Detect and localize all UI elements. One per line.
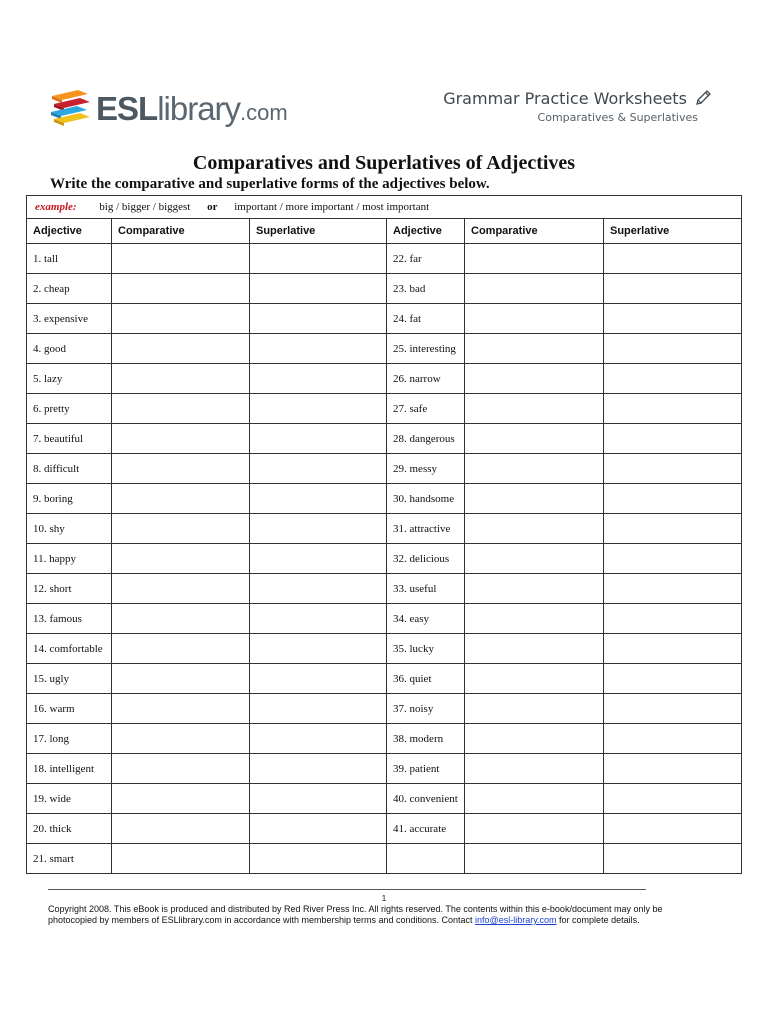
superlative-answer-cell[interactable] bbox=[250, 694, 387, 724]
instructions: Write the comparative and superlative forms of the adjectives below. bbox=[50, 176, 490, 192]
adjective-cell: 1. tall bbox=[27, 244, 112, 274]
pencil-icon bbox=[694, 89, 712, 107]
adjective-cell: 18. intelligent bbox=[27, 754, 112, 784]
worksheet-row bbox=[27, 514, 742, 544]
superlative-answer-cell[interactable] bbox=[604, 394, 742, 424]
comparative-answer-cell[interactable] bbox=[112, 694, 250, 724]
example-cell bbox=[27, 196, 742, 219]
comparative-answer-cell[interactable] bbox=[465, 394, 604, 424]
header-adjective: Adjective bbox=[387, 219, 465, 244]
adjective-cell: 27. safe bbox=[387, 394, 465, 424]
comparative-answer-cell[interactable] bbox=[465, 694, 604, 724]
brand-name-suffix: .com bbox=[240, 100, 288, 125]
superlative-answer-cell[interactable] bbox=[604, 784, 742, 814]
comparative-answer-cell[interactable] bbox=[465, 484, 604, 514]
adjective-cell: 14. comfortable bbox=[27, 634, 112, 664]
adjective-cell: 39. patient bbox=[387, 754, 465, 784]
worksheet-row bbox=[27, 844, 742, 874]
adjective-cell: 8. difficult bbox=[27, 454, 112, 484]
superlative-answer-cell[interactable] bbox=[604, 424, 742, 454]
superlative-answer-cell[interactable] bbox=[604, 274, 742, 304]
copyright-notice bbox=[48, 904, 698, 926]
header-comparative: Comparative bbox=[465, 219, 604, 244]
superlative-answer-cell[interactable] bbox=[250, 664, 387, 694]
superlative-answer-cell[interactable] bbox=[250, 634, 387, 664]
superlative-answer-cell[interactable] bbox=[250, 394, 387, 424]
comparative-answer-cell[interactable] bbox=[465, 784, 604, 814]
superlative-answer-cell[interactable] bbox=[604, 454, 742, 484]
superlative-answer-cell[interactable] bbox=[604, 844, 742, 874]
adjective-cell: 6. pretty bbox=[27, 394, 112, 424]
comparative-answer-cell[interactable] bbox=[112, 544, 250, 574]
comparative-answer-cell[interactable] bbox=[112, 244, 250, 274]
superlative-answer-cell[interactable] bbox=[250, 424, 387, 454]
comparative-answer-cell[interactable] bbox=[112, 484, 250, 514]
adjective-cell: 25. interesting bbox=[387, 334, 465, 364]
adjective-cell: 3. expensive bbox=[27, 304, 112, 334]
adjective-cell: 32. delicious bbox=[387, 544, 465, 574]
footer-divider bbox=[48, 889, 646, 890]
comparative-answer-cell[interactable] bbox=[465, 514, 604, 544]
superlative-answer-cell[interactable] bbox=[604, 244, 742, 274]
worksheet-row bbox=[27, 574, 742, 604]
adjective-cell: 10. shy bbox=[27, 514, 112, 544]
adjective-cell: 16. warm bbox=[27, 694, 112, 724]
superlative-answer-cell[interactable] bbox=[604, 334, 742, 364]
superlative-answer-cell[interactable] bbox=[604, 694, 742, 724]
worksheet-table bbox=[26, 195, 742, 874]
copyright-line-2-end: for complete details. bbox=[556, 915, 640, 925]
worksheet-row bbox=[27, 814, 742, 844]
superlative-answer-cell[interactable] bbox=[604, 304, 742, 334]
superlative-answer-cell[interactable] bbox=[604, 754, 742, 784]
esl-library-logo bbox=[48, 88, 288, 132]
adjective-cell: 7. beautiful bbox=[27, 424, 112, 454]
comparative-answer-cell[interactable] bbox=[465, 424, 604, 454]
worksheet-row bbox=[27, 694, 742, 724]
comparative-answer-cell[interactable] bbox=[465, 754, 604, 784]
copyright-line-2 bbox=[48, 915, 698, 926]
superlative-answer-cell[interactable] bbox=[250, 754, 387, 784]
worksheet-row bbox=[27, 244, 742, 274]
comparative-answer-cell[interactable] bbox=[112, 274, 250, 304]
series-subtitle: Comparatives & Superlatives bbox=[537, 111, 698, 124]
adjective-cell: 29. messy bbox=[387, 454, 465, 484]
comparative-answer-cell[interactable] bbox=[465, 304, 604, 334]
page-number: 1 bbox=[381, 894, 387, 903]
comparative-answer-cell[interactable] bbox=[112, 664, 250, 694]
superlative-answer-cell[interactable] bbox=[250, 304, 387, 334]
superlative-answer-cell[interactable] bbox=[604, 484, 742, 514]
stacked-books-icon bbox=[48, 88, 92, 132]
adjective-cell: 22. far bbox=[387, 244, 465, 274]
comparative-answer-cell[interactable] bbox=[112, 424, 250, 454]
comparative-answer-cell[interactable] bbox=[112, 604, 250, 634]
worksheet-row bbox=[27, 424, 742, 454]
adjective-cell: 40. convenient bbox=[387, 784, 465, 814]
superlative-answer-cell[interactable] bbox=[250, 784, 387, 814]
adjective-cell: 24. fat bbox=[387, 304, 465, 334]
adjective-cell: 36. quiet bbox=[387, 664, 465, 694]
comparative-answer-cell[interactable] bbox=[112, 334, 250, 364]
worksheet-row bbox=[27, 304, 742, 334]
adjective-cell: 41. accurate bbox=[387, 814, 465, 844]
superlative-answer-cell[interactable] bbox=[250, 364, 387, 394]
adjective-cell: 9. boring bbox=[27, 484, 112, 514]
comparative-answer-cell[interactable] bbox=[112, 844, 250, 874]
adjective-cell: 37. noisy bbox=[387, 694, 465, 724]
brand-name-light: library bbox=[157, 90, 241, 127]
superlative-answer-cell[interactable] bbox=[250, 724, 387, 754]
adjective-cell: 35. lucky bbox=[387, 634, 465, 664]
contact-email-link[interactable]: info@esl-library.com bbox=[475, 915, 557, 925]
adjective-cell: 19. wide bbox=[27, 784, 112, 814]
superlative-answer-cell[interactable] bbox=[604, 724, 742, 754]
copyright-line-1: Copyright 2008. This eBook is produced and distributed by Red River Press Inc. All rights reserved. The contents within this e-book/document may only be bbox=[48, 904, 663, 914]
superlative-answer-cell[interactable] bbox=[250, 454, 387, 484]
series-header bbox=[443, 89, 712, 124]
example-second: important / more important / most important bbox=[234, 201, 430, 213]
superlative-answer-cell[interactable] bbox=[604, 514, 742, 544]
adjective-cell: 28. dangerous bbox=[387, 424, 465, 454]
superlative-answer-cell[interactable] bbox=[604, 544, 742, 574]
adjective-cell: 11. happy bbox=[27, 544, 112, 574]
superlative-answer-cell[interactable] bbox=[604, 574, 742, 604]
worksheet-row bbox=[27, 724, 742, 754]
adjective-cell: 33. useful bbox=[387, 574, 465, 604]
superlative-answer-cell[interactable] bbox=[250, 604, 387, 634]
example-first: big / bigger / biggest bbox=[99, 201, 191, 213]
comparative-answer-cell[interactable] bbox=[112, 364, 250, 394]
comparative-answer-cell[interactable] bbox=[465, 814, 604, 844]
adjective-cell: 31. attractive bbox=[387, 514, 465, 544]
superlative-answer-cell[interactable] bbox=[604, 604, 742, 634]
comparative-answer-cell[interactable] bbox=[465, 664, 604, 694]
header-superlative: Superlative bbox=[250, 219, 387, 244]
comparative-answer-cell[interactable] bbox=[112, 514, 250, 544]
superlative-answer-cell[interactable] bbox=[250, 574, 387, 604]
comparative-answer-cell[interactable] bbox=[465, 574, 604, 604]
comparative-answer-cell[interactable] bbox=[465, 634, 604, 664]
example-or: or bbox=[207, 201, 218, 213]
comparative-answer-cell[interactable] bbox=[112, 754, 250, 784]
worksheet-row bbox=[27, 634, 742, 664]
comparative-answer-cell[interactable] bbox=[112, 454, 250, 484]
superlative-answer-cell[interactable] bbox=[250, 814, 387, 844]
adjective-cell bbox=[387, 844, 465, 874]
comparative-answer-cell[interactable] bbox=[465, 274, 604, 304]
superlative-answer-cell[interactable] bbox=[250, 844, 387, 874]
comparative-answer-cell[interactable] bbox=[465, 604, 604, 634]
comparative-answer-cell[interactable] bbox=[112, 634, 250, 664]
superlative-answer-cell[interactable] bbox=[604, 364, 742, 394]
superlative-answer-cell[interactable] bbox=[604, 634, 742, 664]
header-comparative: Comparative bbox=[112, 219, 250, 244]
comparative-answer-cell[interactable] bbox=[465, 334, 604, 364]
worksheet-row bbox=[27, 394, 742, 424]
worksheet-row bbox=[27, 484, 742, 514]
comparative-answer-cell[interactable] bbox=[465, 454, 604, 484]
adjective-cell: 30. handsome bbox=[387, 484, 465, 514]
adjective-cell: 17. long bbox=[27, 724, 112, 754]
copyright-line-2-start: photocopied by members of ESLlibrary.com in accordance with membership terms and conditions. Contact bbox=[48, 915, 476, 925]
adjective-cell: 20. thick bbox=[27, 814, 112, 844]
worksheet-row bbox=[27, 454, 742, 484]
comparative-answer-cell[interactable] bbox=[465, 364, 604, 394]
comparative-answer-cell[interactable] bbox=[465, 244, 604, 274]
comparative-answer-cell[interactable] bbox=[112, 814, 250, 844]
worksheet-row bbox=[27, 604, 742, 634]
worksheet-row bbox=[27, 544, 742, 574]
page-title: Comparatives and Superlatives of Adjectives bbox=[192, 152, 576, 174]
adjective-cell: 2. cheap bbox=[27, 274, 112, 304]
header-superlative: Superlative bbox=[604, 219, 742, 244]
worksheet-row bbox=[27, 754, 742, 784]
worksheet-row bbox=[27, 274, 742, 304]
header-adjective: Adjective bbox=[27, 219, 112, 244]
superlative-answer-cell[interactable] bbox=[250, 274, 387, 304]
superlative-answer-cell[interactable] bbox=[250, 484, 387, 514]
adjective-cell: 34. easy bbox=[387, 604, 465, 634]
adjective-cell: 12. short bbox=[27, 574, 112, 604]
comparative-answer-cell[interactable] bbox=[465, 724, 604, 754]
series-title: Grammar Practice Worksheets bbox=[443, 89, 687, 108]
example-label: example: bbox=[35, 201, 77, 213]
comparative-answer-cell[interactable] bbox=[112, 304, 250, 334]
comparative-answer-cell[interactable] bbox=[112, 394, 250, 424]
adjective-cell: 38. modern bbox=[387, 724, 465, 754]
comparative-answer-cell[interactable] bbox=[112, 574, 250, 604]
adjective-cell: 13. famous bbox=[27, 604, 112, 634]
superlative-answer-cell[interactable] bbox=[250, 544, 387, 574]
superlative-answer-cell[interactable] bbox=[250, 244, 387, 274]
adjective-cell: 26. narrow bbox=[387, 364, 465, 394]
adjective-cell: 15. ugly bbox=[27, 664, 112, 694]
worksheet-row bbox=[27, 784, 742, 814]
worksheet-row bbox=[27, 664, 742, 694]
adjective-cell: 21. smart bbox=[27, 844, 112, 874]
worksheet-row bbox=[27, 364, 742, 394]
header-row bbox=[27, 219, 742, 244]
brand-name-bold: ESL bbox=[96, 90, 158, 127]
adjective-cell: 4. good bbox=[27, 334, 112, 364]
comparative-answer-cell[interactable] bbox=[112, 784, 250, 814]
superlative-answer-cell[interactable] bbox=[604, 814, 742, 844]
superlative-answer-cell[interactable] bbox=[250, 514, 387, 544]
worksheet-row bbox=[27, 334, 742, 364]
superlative-answer-cell[interactable] bbox=[250, 334, 387, 364]
comparative-answer-cell[interactable] bbox=[465, 544, 604, 574]
example-row bbox=[27, 196, 742, 219]
comparative-answer-cell[interactable] bbox=[465, 844, 604, 874]
adjective-cell: 23. bad bbox=[387, 274, 465, 304]
comparative-answer-cell[interactable] bbox=[112, 724, 250, 754]
adjective-cell: 5. lazy bbox=[27, 364, 112, 394]
superlative-answer-cell[interactable] bbox=[604, 664, 742, 694]
